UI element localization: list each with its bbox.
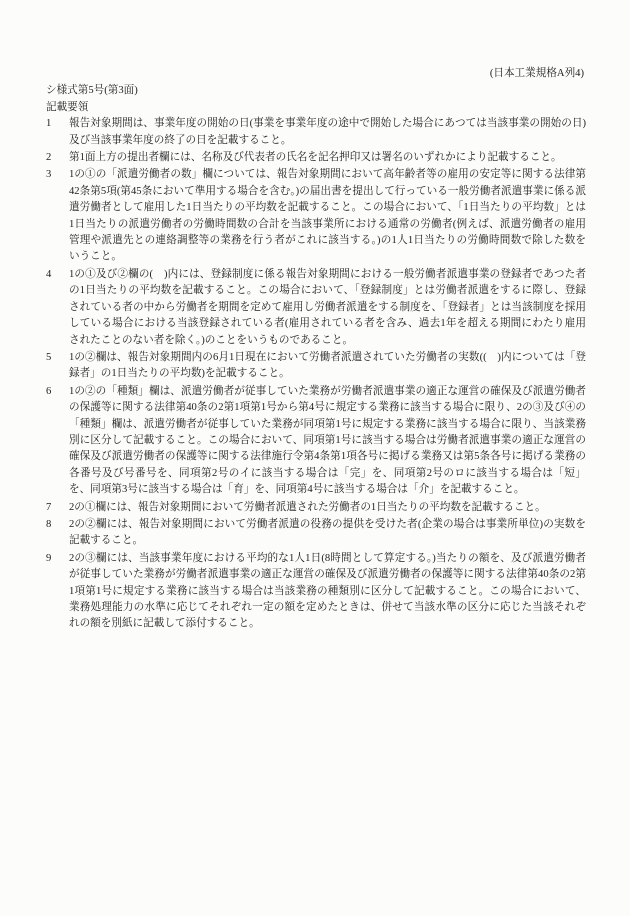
item-number: 3 xyxy=(46,169,52,181)
item-text: 2の①欄には、報告対象期間において労働者派遣された労働者の1日当たりの平均数を記載すること。 xyxy=(69,501,546,513)
item-number: 6 xyxy=(46,385,52,397)
item-text: 1の①及び②欄の( )内には、登録制度に係る報告対象期間における一般労働者派遣事業の登録者であつた者の1日当たりの平均数を記載すること。この場合において、「登録制度」とは労働者派遣をするに際し、登録されている者の中から労働者を期間を定めて雇用し労働者派遣をする制度を、「登録者」とは当該制度を採用している場合における当該登録されている者(雇用されている者を含み、過去1年を超える期間にわたり雇用されたことのない者を除く。)のことをいうものであること。 xyxy=(69,268,586,346)
instruction-item xyxy=(46,384,586,499)
instruction-item xyxy=(46,167,586,265)
item-number: 5 xyxy=(46,351,52,363)
item-text: 第1面上方の提出者欄には、名称及び代表者の氏名を記名押印又は署名のいずれかにより記載すること。 xyxy=(69,152,562,164)
item-text: 1の①の「派遣労働者の数」欄については、報告対象期間において高年齢者等の雇用の安定等に関する法律第42条第5項(第45条において準用する場合を含む。)の届出書を提出して行っている一般労働者派遣事業に係る派遣労働者として雇用した1日当たりの平均数を記載すること。この場合において、「1日当たりの平均数」とは1日当たりの派遣労働者の労働時間数の合計を当該事業所における通常の労働者(例えば、派遣労働者の雇用管理や派遣先との連絡調整等の業務を行う者がこれに該当する。)の1人1日当たりの労働時間数で除した数をいうこと。 xyxy=(69,169,586,263)
instruction-item xyxy=(46,350,586,383)
item-number: 4 xyxy=(46,268,52,280)
jis-standard-note: (日本工業規格A列4) xyxy=(489,68,584,79)
instruction-item xyxy=(46,150,586,166)
item-text: 報告対象期間は、事業年度の開始の日(事業を事業年度の途中で開始した場合にあつては当該事業の開始の日)及び当該事業年度の終了の日を記載すること。 xyxy=(69,118,586,146)
section-title: 記載要領 xyxy=(46,101,89,113)
instruction-item xyxy=(46,116,586,149)
item-text: 2の②欄には、報告対象期間において労働者派遣の役務の提供を受けた者(企業の場合は事業所単位)の実数を記載すること。 xyxy=(69,518,586,547)
instruction-list xyxy=(46,116,586,633)
item-number: 8 xyxy=(46,518,52,530)
instruction-item xyxy=(46,267,586,349)
item-number: 1 xyxy=(46,118,52,130)
item-text: 1の②の「種類」欄は、派遣労働者が従事していた業務が労働者派遣事業の適正な運営の確保及び派遣労働者の保護等に関する法律第40条の2第1項第1号から第4号に規定する業務に該当する場合に限り、2の③及び④の「種類」欄は、派遣労働者が従事していた業務が同項第1号に規定する業務に該当する場合に限り、当該業務別に区分して記載すること。この場合において、同項第1号に該当する場合は労働者派遣事業の適正な運営の確保及び派遣労働者の保護等に関する法律施行令第4条第1項各号に掲げる業務又は第5条各号に掲げる業務の各番号及び号番号を、同項第2号のイに該当する場合は「完」を、同項第2号のロに該当する場合は「短」を、同項第3号に該当する場合は「育」を、同項第4号に該当する場合は「介」を記載すること。 xyxy=(69,385,586,496)
item-number: 7 xyxy=(46,501,52,513)
item-text: 2の③欄には、当該事業年度における平均的な1人1日(8時間として算定する。)当たりの額を、及び派遣労働者が従事していた業務が労働者派遣事業の適正な運営の確保及び派遣労働者の保護等に関する法律第40条の2第1項第1号に規定する業務に該当する場合は当該業務の種類別に区分して記載すること。この場合において、業務処理能力の水準に応じてそれぞれ一定の額を定めたときは、併せて当該水準の区分に応じた当該それぞれの額を別紙に記載して添付すること。 xyxy=(69,552,586,630)
item-number: 2 xyxy=(46,152,52,164)
instruction-item xyxy=(46,551,586,633)
item-text: 1の②欄は、報告対象期間内の6月1日現在において労働者派遣されていた労働者の実数(( )内については「登録者」の1日当たりの平均数)を記載すること。 xyxy=(69,351,586,380)
instruction-item xyxy=(46,517,586,550)
item-number: 9 xyxy=(46,552,52,564)
form-title: シ様式第5号(第3面) xyxy=(46,85,138,97)
instruction-item xyxy=(46,500,586,516)
